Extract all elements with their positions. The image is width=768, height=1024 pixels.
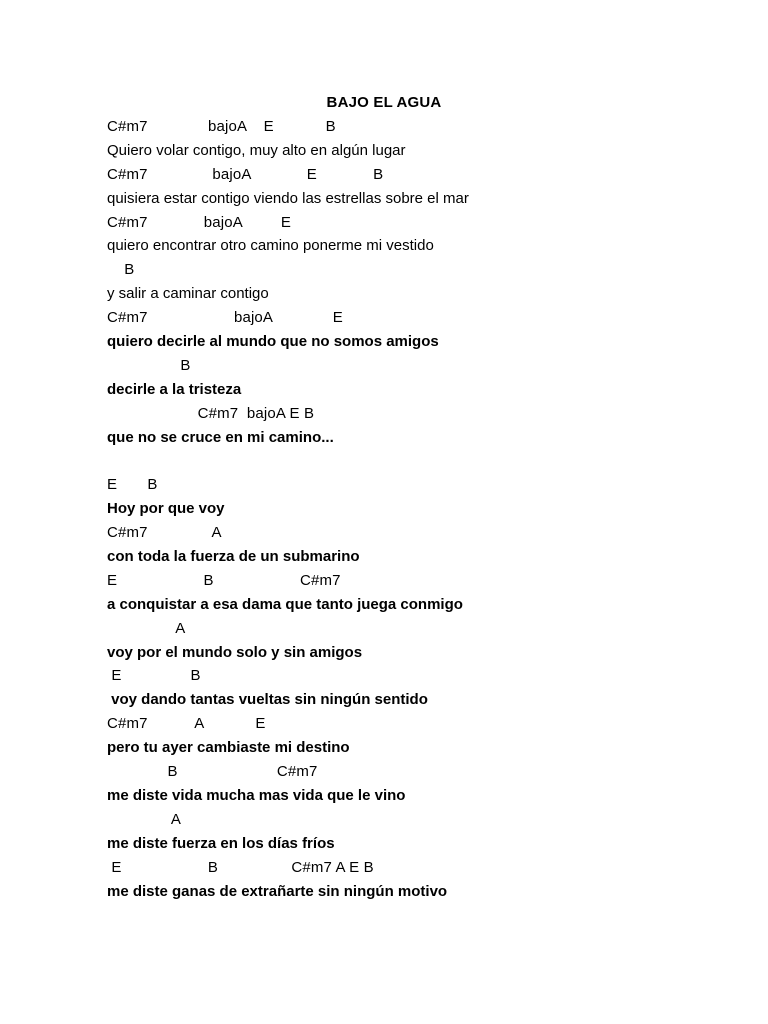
lyric-line: quisiera estar contigo viendo las estrellas sobre el mar (107, 189, 469, 207)
lyric-line: que no se cruce en mi camino... (107, 428, 334, 446)
chord-line: C#m7 bajoA E B (107, 165, 384, 183)
lyric-line: y salir a caminar contigo (107, 285, 269, 303)
lyric-line: me diste vida mucha mas vida que le vino (107, 786, 406, 804)
lyric-line: voy por el mundo solo y sin amigos (107, 643, 363, 661)
chord-line: B (107, 261, 135, 279)
chord-line: B C#m7 (107, 763, 318, 781)
chord-line: C#m7 bajoA E (107, 309, 343, 327)
lyric-line: pero tu ayer cambiaste mi destino (107, 739, 350, 757)
lyric-line: Quiero volar contigo, muy alto en algún lugar (107, 141, 406, 159)
chord-line: C#m7 bajoA E (107, 213, 292, 231)
blank-line (107, 451, 727, 475)
chord-line: C#m7 bajoA E B (107, 404, 315, 422)
chord-line: C#m7 A (107, 524, 222, 542)
lyric-line: quiero encontrar otro camino ponerme mi vestido (107, 237, 434, 255)
chord-line: E B (107, 476, 158, 494)
lyrics-body (107, 117, 727, 905)
lyric-line: Hoy por que voy (107, 500, 225, 518)
chord-line: C#m7 A E (107, 715, 266, 733)
lyric-line: con toda la fuerza de un submarino (107, 548, 360, 566)
chord-line: E B C#m7 (107, 571, 341, 589)
lyric-line: voy dando tantas vueltas sin ningún sentido (107, 691, 428, 709)
chord-line: C#m7 bajoA E B (107, 118, 336, 135)
lyric-line: me diste fuerza en los días fríos (107, 834, 335, 852)
chord-line: E B (107, 667, 201, 685)
song-title: BAJO EL AGUA (326, 94, 442, 111)
lyric-line: a conquistar a esa dama que tanto juega conmigo (107, 595, 463, 613)
chord-line: A (107, 619, 186, 637)
lyric-line: quiero decirle al mundo que no somos amigos (107, 333, 439, 351)
chord-line: B (107, 356, 191, 374)
chord-line: A (107, 810, 182, 828)
chord-line: E B C#m7 A E B (107, 858, 374, 876)
lyric-line: decirle a la tristeza (107, 380, 242, 398)
lyric-line: me diste ganas de extrañarte sin ningún motivo (107, 882, 448, 900)
